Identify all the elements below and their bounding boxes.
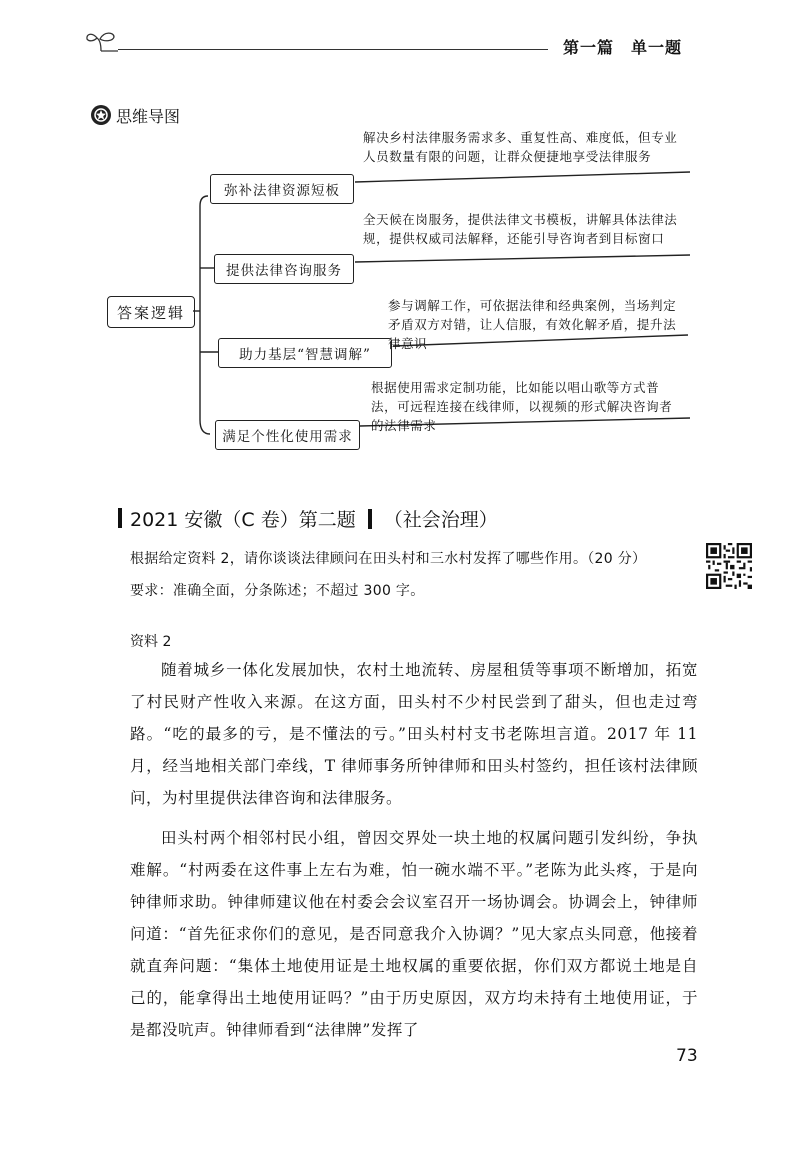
header-title: 第一篇 单一题	[563, 38, 683, 57]
material-body	[130, 654, 698, 1054]
question-title	[130, 505, 498, 532]
mindmap-note-1: 解决乡村法律服务需求多、重复性高、难度低，但专业人员数量有限的问题，让群众便捷地享受法律服务	[363, 130, 678, 164]
material-paragraph-1: 随着城乡一体化发展加快，农村土地流转、房屋租赁等事项不断增加，拓宽了村民财产性收入来源。在这方面，田头村不少村民尝到了甜头，但也走过弯路。“吃的最多的亏，是不懂法的亏。”田头村村支书老陈坦言道。2017 年 11 月，经当地相关部门牵线，T 律师事务所钟律师和田头村签约，担任该村法律顾问，为村里提供法律咨询和法律服务。	[130, 661, 698, 807]
mindmap-branch-3: 助力基层“智慧调解”	[218, 338, 392, 368]
mindmap-note-2: 全天候在岗服务，提供法律文书模板，讲解具体法律法规，提供权威司法解释，还能引导咨询者到目标窗口	[363, 212, 678, 246]
title-bar-mid	[368, 509, 372, 529]
mindmap-note-3: 参与调解工作，可依据法律和经典案例，当场判定矛盾双方对错，让人信服，有效化解矛盾，提升法律意识	[388, 298, 677, 351]
material-title: 资料 2	[130, 634, 172, 650]
question-requirement: 要求：准确全面，分条陈述；不超过 300 字。	[130, 583, 425, 599]
material-paragraph-2: 田头村两个相邻村民小组，曾因交界处一块土地的权属问题引发纠纷，争执难解。“村两委在这件事上左右为难，怕一碗水端不平。”老陈为此头疼，于是向钟律师求助。钟律师建议他在村委会会议室召开一场协调会。协调会上，钟律师问道：“首先征求你们的意见，是否同意我介入协调？”见大家点头同意，他接着就直奔问题：“集体土地使用证是土地权属的重要依据，你们双方都说土地是自己的，能拿得出土地使用证吗？”由于历史原因，双方均未持有土地使用证，于是都没吭声。钟律师看到“法律牌”发挥了	[130, 829, 698, 1039]
qr-code[interactable]	[706, 543, 752, 589]
question-source: 2021 安徽（C 卷）第二题	[130, 509, 356, 531]
page-number: 73	[676, 1046, 698, 1066]
mindmap-branch-2: 提供法律咨询服务	[214, 254, 354, 284]
mindmap-branch-1: 弥补法律资源短板	[210, 174, 354, 204]
mindmap-branch-4: 满足个性化使用需求	[215, 420, 360, 450]
title-bar-left	[118, 508, 122, 528]
mindmap-root: 答案逻辑	[107, 296, 195, 328]
question-tag: （社会治理）	[383, 509, 498, 531]
mindmap-heading: 思维导图	[116, 107, 181, 126]
mindmap-note-4: 根据使用需求定制功能，比如能以唱山歌等方式普法，可远程连接在线律师，以视频的形式解决咨询者的法律需求	[371, 380, 673, 433]
question-prompt: 根据给定资料 2，请你谈谈法律顾问在田头村和三水村发挥了哪些作用。（20 分）	[130, 551, 647, 567]
